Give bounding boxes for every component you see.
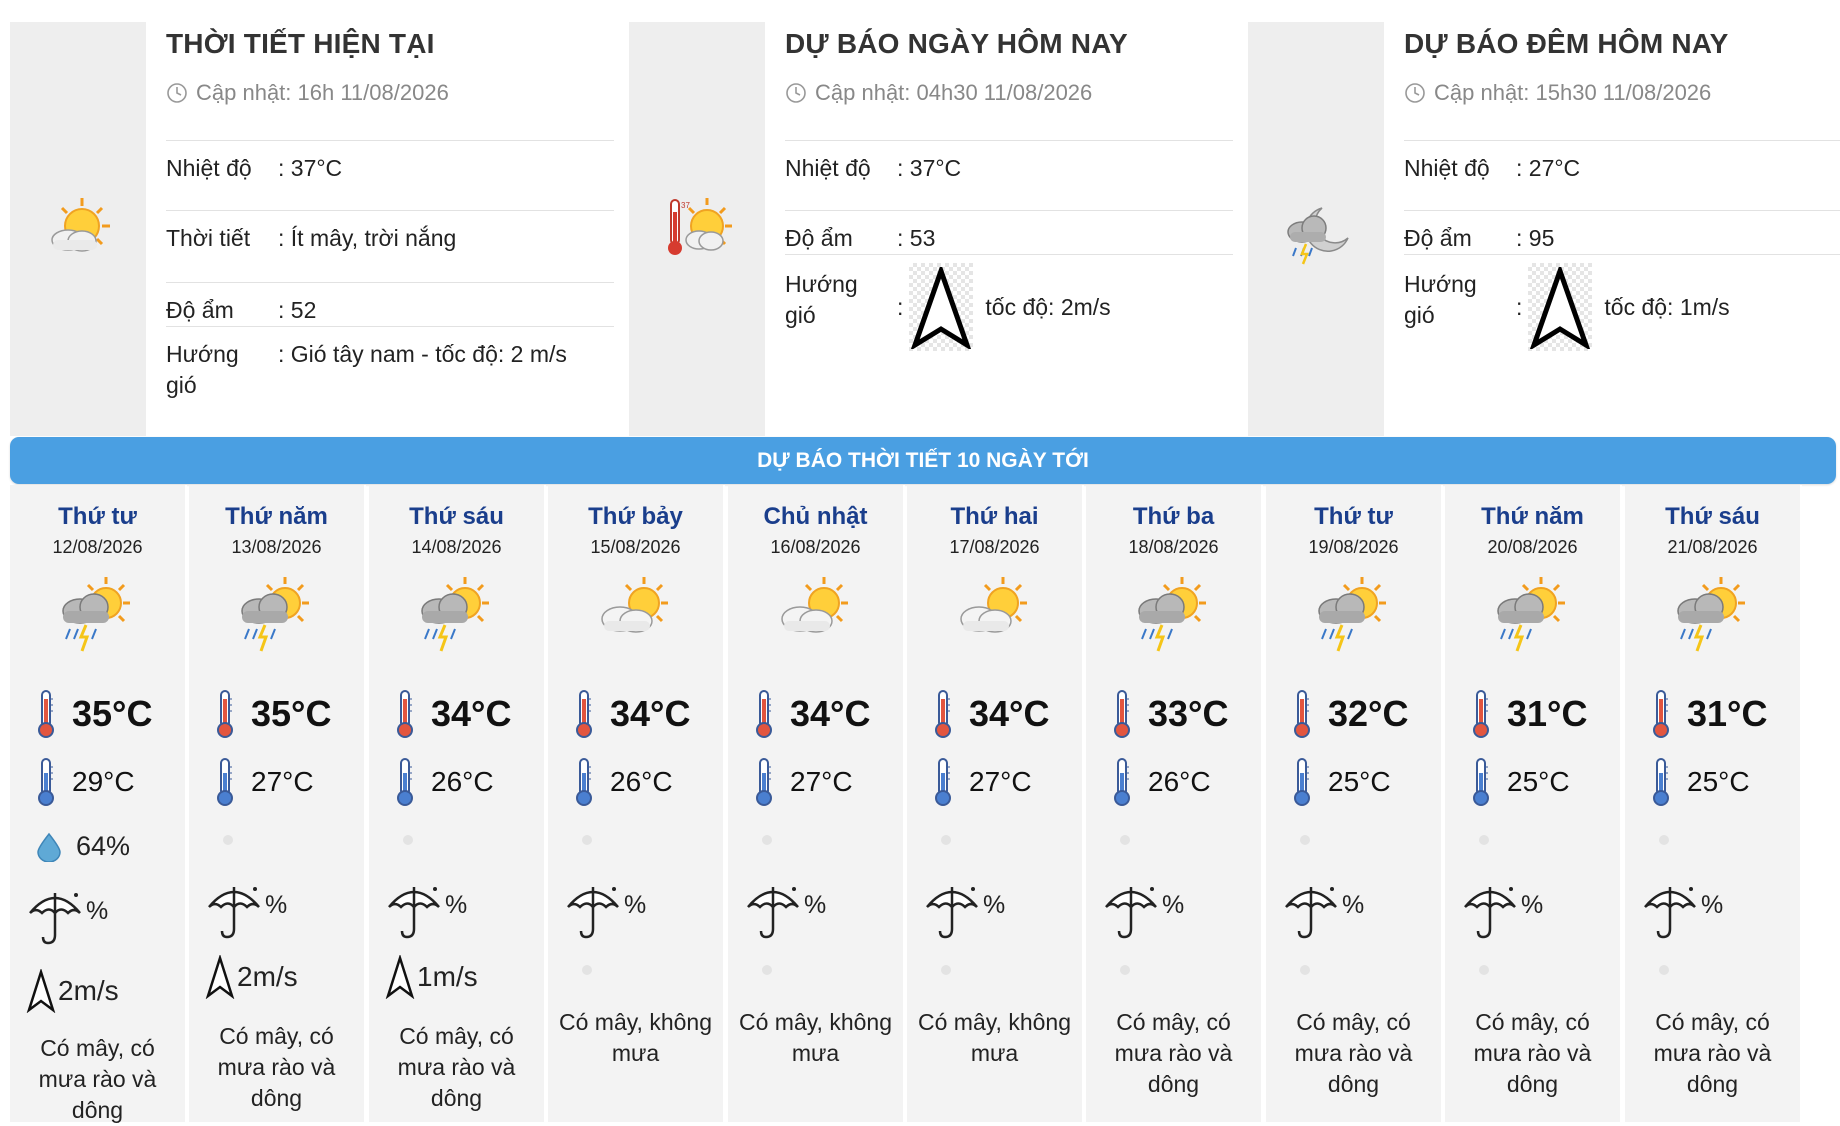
high-temp-value: 31°C [1507, 693, 1588, 734]
day-name: Thứ tư [58, 503, 137, 530]
day-column [548, 485, 725, 1122]
low-temperature [1292, 757, 1391, 807]
placeholder-dot [223, 835, 233, 845]
weather-description: Có mây, có mưa rào và dông [1294, 1009, 1413, 1097]
day-name: Thứ bảy [588, 503, 683, 530]
wind-row [166, 326, 614, 407]
weather-description: Có mây, có mưa rào và dông [1114, 1009, 1233, 1097]
day-name: Thứ hai [950, 503, 1039, 530]
row-label: Độ ẩm [166, 297, 234, 323]
thermometer-low-icon [36, 757, 56, 807]
placeholder-dot [1300, 835, 1310, 845]
high-temp-value: 34°C [790, 693, 871, 734]
low-temp-value: 25°C [1687, 766, 1750, 797]
weather-icon [54, 573, 134, 658]
low-temperature [215, 757, 314, 807]
placeholder-dot [1479, 835, 1489, 845]
placeholder-dot [582, 965, 592, 975]
wind-arrow-icon [205, 955, 235, 999]
rain-chance [385, 881, 467, 941]
low-temp-value: 29°C [72, 766, 135, 797]
thermometer-high-icon [1112, 689, 1132, 739]
day-name: Thứ năm [225, 503, 328, 530]
row-value: : 37°C [897, 155, 962, 181]
thermometer-low-icon [1292, 757, 1312, 807]
high-temperature [574, 689, 690, 739]
low-temperature [574, 757, 673, 807]
day-column [10, 485, 187, 1122]
day-column [907, 485, 1084, 1122]
ten-day-forecast [10, 485, 1840, 1122]
high-temp-value: 31°C [1687, 693, 1768, 734]
placeholder-dot [1300, 965, 1310, 975]
day-date: 17/08/2026 [949, 537, 1040, 557]
thunderstorm-sun-icon [1489, 573, 1569, 653]
wind-speed [385, 955, 478, 999]
day-column [1625, 485, 1802, 1122]
placeholder-dot [1659, 965, 1669, 975]
weather-icon [592, 573, 672, 652]
clock-icon [166, 82, 188, 104]
thermometer-high-icon [574, 689, 594, 739]
day-date: 19/08/2026 [1308, 537, 1399, 557]
row-value: : Gió tây nam - tốc độ: 2 m/s [278, 341, 567, 367]
row-value: : 37°C [278, 155, 343, 181]
day-date: 16/08/2026 [770, 537, 861, 557]
wind-speed: tốc độ: 2m/s [985, 293, 1111, 320]
row-label: Hướng gió [785, 271, 858, 328]
wind-speed: tốc độ: 1m/s [1604, 293, 1730, 320]
rain-chance [205, 881, 287, 941]
humidity-row [785, 210, 1233, 255]
sun-cloud-icon [44, 194, 112, 262]
placeholder-dot [403, 835, 413, 845]
rain-chance [1102, 881, 1184, 941]
rain-chance-value: % [265, 891, 288, 919]
row-label: Nhiệt độ [166, 155, 252, 181]
low-temp-value: 26°C [610, 766, 673, 797]
sun-cloud-icon [592, 573, 672, 647]
day-column [728, 485, 905, 1122]
day-date: 18/08/2026 [1128, 537, 1219, 557]
day-name: Thứ năm [1481, 503, 1584, 530]
updated-time [1404, 80, 1711, 106]
low-temperature [754, 757, 853, 807]
ten-day-forecast-banner: DỰ BÁO THỜI TIẾT 10 NGÀY TỚI [10, 437, 1836, 484]
weather-icon [951, 573, 1031, 652]
rain-chance-value: % [86, 897, 109, 925]
sun-cloud-icon [772, 573, 852, 647]
thermometer-high-icon [933, 689, 953, 739]
row-value: : 52 [278, 297, 317, 323]
card-title: DỰ BÁO ĐÊM HÔM NAY [1404, 28, 1729, 59]
tonight-forecast-card [1248, 22, 1840, 436]
day-column [369, 485, 546, 1122]
wind-info [897, 263, 1111, 351]
row-label: Nhiệt độ [785, 155, 871, 181]
rain-chance-value: % [983, 891, 1006, 919]
umbrella-icon [923, 881, 981, 941]
hot-sun-thermometer-icon [663, 194, 733, 262]
day-name: Chủ nhật [763, 503, 868, 530]
current-weather-card [10, 22, 614, 436]
thermometer-high-icon [754, 689, 774, 739]
placeholder-dot [582, 835, 592, 845]
weather-description: Có mây, không mưa [918, 1009, 1071, 1066]
thermometer-low-icon [1112, 757, 1132, 807]
umbrella-icon [564, 881, 622, 941]
low-temp-value: 26°C [431, 766, 494, 797]
thunderstorm-sun-icon [1130, 573, 1210, 653]
wind-row [785, 254, 1233, 367]
wind-speed-value: 1m/s [417, 961, 478, 992]
high-temperature [215, 689, 331, 739]
moon-cloud-rain-icon [1282, 194, 1354, 266]
wind-colon: : [1516, 293, 1523, 320]
rain-chance [923, 881, 1005, 941]
high-temperature [36, 689, 152, 739]
low-temp-value: 25°C [1507, 766, 1570, 797]
row-value: : 95 [1516, 225, 1555, 251]
water-drop-icon [36, 832, 62, 862]
weather-icon [233, 573, 313, 658]
wind-arrow-icon [385, 955, 415, 999]
row-label: Thời tiết [166, 225, 251, 251]
weather-icon [1489, 573, 1569, 658]
wind-speed-value: 2m/s [58, 975, 119, 1006]
thunderstorm-sun-icon [1310, 573, 1390, 653]
day-column [1445, 485, 1622, 1122]
high-temperature [395, 689, 511, 739]
low-temp-value: 27°C [251, 766, 314, 797]
row-label: Hướng gió [1404, 271, 1477, 328]
high-temp-value: 35°C [251, 693, 332, 734]
umbrella-icon [744, 881, 802, 941]
high-temperature [1651, 689, 1767, 739]
wind-speed-value: 2m/s [237, 961, 298, 992]
rain-chance-value: % [1701, 891, 1724, 919]
day-date: 12/08/2026 [52, 537, 143, 557]
wind-row [1404, 254, 1840, 367]
day-date: 20/08/2026 [1487, 537, 1578, 557]
row-value: : Ít mây, trời nắng [278, 225, 457, 251]
day-date: 13/08/2026 [231, 537, 322, 557]
row-label: Hướng gió [166, 341, 239, 398]
row-label: Nhiệt độ [1404, 155, 1490, 181]
high-temp-value: 35°C [72, 693, 153, 734]
clock-icon [1404, 82, 1426, 104]
card-icon-panel [629, 22, 765, 436]
wind-arrow-icon [1530, 267, 1590, 349]
svg-text:37: 37 [681, 201, 690, 210]
row-value: : 27°C [1516, 155, 1581, 181]
weather-icon [413, 573, 493, 658]
high-temp-value: 32°C [1328, 693, 1409, 734]
weather-description: Có mây, có mưa rào và dông [397, 1023, 516, 1111]
placeholder-dot [1120, 835, 1130, 845]
today-forecast-card [629, 22, 1233, 436]
temperature-row [785, 140, 1233, 211]
day-name: Thứ sáu [409, 503, 504, 530]
umbrella-icon [205, 881, 263, 941]
weather-icon [1669, 573, 1749, 658]
condition-row [166, 210, 614, 283]
updated-time [785, 80, 1092, 106]
row-value: : 53 [897, 225, 936, 251]
day-column [1086, 485, 1263, 1122]
card-icon-panel [1248, 22, 1384, 436]
day-column [1266, 485, 1443, 1122]
high-temperature [933, 689, 1049, 739]
wind-speed [205, 955, 298, 999]
card-title: THỜI TIẾT HIỆN TẠI [166, 28, 435, 59]
wind-arrow-icon [26, 969, 56, 1013]
low-temp-value: 27°C [969, 766, 1032, 797]
thermometer-low-icon [1471, 757, 1491, 807]
high-temp-value: 34°C [610, 693, 691, 734]
high-temp-value: 33°C [1148, 693, 1229, 734]
low-temperature [395, 757, 494, 807]
rain-chance [1282, 881, 1364, 941]
weather-icon [1130, 573, 1210, 658]
thermometer-low-icon [754, 757, 774, 807]
wind-speed [26, 969, 119, 1013]
low-temp-value: 27°C [790, 766, 853, 797]
wind-direction [1528, 263, 1592, 351]
thermometer-low-icon [395, 757, 415, 807]
rain-chance-value: % [624, 891, 647, 919]
row-label: Độ ẩm [785, 225, 853, 251]
rain-chance [1641, 881, 1723, 941]
weather-description: Có mây, có mưa rào và dông [1653, 1009, 1772, 1097]
updated-time [166, 80, 449, 106]
placeholder-dot [1120, 965, 1130, 975]
day-name: Thứ sáu [1665, 503, 1760, 530]
placeholder-dot [1659, 835, 1669, 845]
umbrella-icon [1282, 881, 1340, 941]
umbrella-icon [385, 881, 443, 941]
placeholder-dot [762, 965, 772, 975]
umbrella-icon [1461, 881, 1519, 941]
card-icon-panel [10, 22, 146, 436]
thermometer-low-icon [1651, 757, 1671, 807]
wind-colon: : [897, 293, 904, 320]
weather-description: Có mây, không mưa [739, 1009, 892, 1066]
thermometer-high-icon [1471, 689, 1491, 739]
rain-chance [1461, 881, 1543, 941]
thunderstorm-sun-icon [54, 573, 134, 653]
clock-icon [785, 82, 807, 104]
rain-chance-value: % [1342, 891, 1365, 919]
rain-chance-value: % [1521, 891, 1544, 919]
placeholder-dot [941, 965, 951, 975]
row-label: Độ ẩm [1404, 225, 1472, 251]
weather-description: Có mây, có mưa rào và dông [217, 1023, 336, 1111]
umbrella-icon [1102, 881, 1160, 941]
high-temperature [754, 689, 870, 739]
rain-chance-value: % [804, 891, 827, 919]
day-name: Thứ ba [1132, 503, 1215, 530]
thermometer-low-icon [933, 757, 953, 807]
thermometer-low-icon [215, 757, 235, 807]
placeholder-dot [941, 835, 951, 845]
humidity-value: 64% [76, 831, 131, 861]
high-temperature [1292, 689, 1408, 739]
high-temperature [1471, 689, 1587, 739]
placeholder-dot [762, 835, 772, 845]
humidity-row [1404, 210, 1840, 255]
low-temperature [1112, 757, 1211, 807]
high-temperature [1112, 689, 1228, 739]
thunderstorm-sun-icon [233, 573, 313, 653]
wind-direction [909, 263, 973, 351]
wind-arrow-icon [911, 267, 971, 349]
day-date: 21/08/2026 [1667, 537, 1758, 557]
card-title: DỰ BÁO NGÀY HÔM NAY [785, 28, 1128, 59]
thermometer-high-icon [395, 689, 415, 739]
rain-chance-value: % [1162, 891, 1185, 919]
thermometer-high-icon [1292, 689, 1312, 739]
weather-icon [772, 573, 852, 652]
temperature-row [166, 140, 614, 211]
thermometer-high-icon [36, 689, 56, 739]
updated-text: Cập nhật: 16h 11/08/2026 [196, 80, 449, 105]
updated-text: Cập nhật: 04h30 11/08/2026 [815, 80, 1093, 105]
thermometer-high-icon [215, 689, 235, 739]
low-temperature [933, 757, 1032, 807]
humidity-row [166, 282, 614, 327]
low-temp-value: 26°C [1148, 766, 1211, 797]
sun-cloud-icon [951, 573, 1031, 647]
high-temp-value: 34°C [431, 693, 512, 734]
weather-description: Có mây, có mưa rào và dông [38, 1035, 157, 1123]
thermometer-low-icon [574, 757, 594, 807]
day-date: 14/08/2026 [411, 537, 502, 557]
rain-chance [744, 881, 826, 941]
rain-chance [26, 887, 108, 947]
thunderstorm-sun-icon [413, 573, 493, 653]
day-column [189, 485, 366, 1122]
temperature-row [1404, 140, 1840, 211]
umbrella-icon [26, 887, 84, 947]
weather-description: Có mây, không mưa [559, 1009, 712, 1066]
day-name: Thứ tư [1314, 503, 1393, 530]
rain-chance [564, 881, 646, 941]
high-temp-value: 34°C [969, 693, 1050, 734]
weather-icon [1310, 573, 1390, 658]
low-temperature [1471, 757, 1570, 807]
humidity [36, 831, 130, 862]
rain-chance-value: % [445, 891, 468, 919]
thunderstorm-sun-icon [1669, 573, 1749, 653]
updated-text: Cập nhật: 15h30 11/08/2026 [1434, 80, 1712, 105]
placeholder-dot [1479, 965, 1489, 975]
thermometer-high-icon [1651, 689, 1671, 739]
low-temp-value: 25°C [1328, 766, 1391, 797]
weather-description: Có mây, có mưa rào và dông [1473, 1009, 1592, 1097]
low-temperature [36, 757, 135, 807]
day-date: 15/08/2026 [590, 537, 681, 557]
umbrella-icon [1641, 881, 1699, 941]
wind-info [1516, 263, 1730, 351]
low-temperature [1651, 757, 1750, 807]
